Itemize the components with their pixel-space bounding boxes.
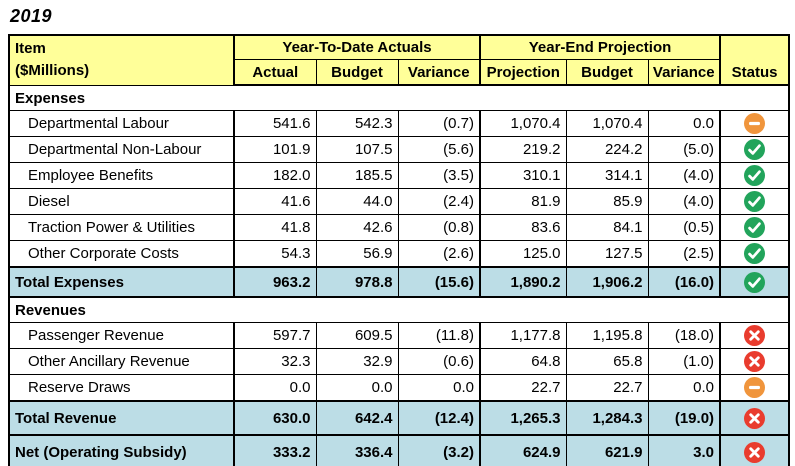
section-label: Revenues: [9, 297, 789, 323]
check-circle-icon: [744, 191, 765, 212]
value-cell: (19.0): [648, 401, 720, 435]
value-cell: 621.9: [566, 435, 648, 466]
value-cell: 42.6: [316, 215, 398, 241]
value-cell: 54.3: [234, 241, 316, 268]
value-cell: 963.2: [234, 267, 316, 297]
row-label: Passenger Revenue: [9, 323, 234, 349]
value-cell: 22.7: [566, 375, 648, 402]
value-cell: 1,177.8: [480, 323, 566, 349]
value-cell: 0.0: [648, 375, 720, 402]
status-cell: [720, 215, 789, 241]
row-label: Departmental Non-Labour: [9, 137, 234, 163]
minus-circle-icon: [744, 113, 765, 134]
value-cell: 0.0: [398, 375, 480, 402]
ytd-budget-column-header: Budget: [316, 60, 398, 86]
budget-variance-table: [8, 34, 790, 466]
x-circle-icon: [744, 442, 765, 463]
row-label: Total Revenue: [9, 401, 234, 435]
value-cell: (4.0): [648, 189, 720, 215]
value-cell: 542.3: [316, 111, 398, 137]
item-header-line1: Item: [15, 40, 46, 58]
value-cell: 44.0: [316, 189, 398, 215]
check-circle-icon: [744, 139, 765, 160]
value-cell: 597.7: [234, 323, 316, 349]
value-cell: 22.7: [480, 375, 566, 402]
value-cell: 83.6: [480, 215, 566, 241]
value-cell: (18.0): [648, 323, 720, 349]
check-circle-icon: [744, 217, 765, 238]
ye-variance-column-header: Variance: [648, 60, 720, 86]
check-circle-icon: [744, 243, 765, 264]
minus-circle-icon: [744, 377, 765, 398]
check-circle-icon: [744, 165, 765, 186]
table-row: [9, 111, 789, 137]
value-cell: 32.3: [234, 349, 316, 375]
row-label: Total Expenses: [9, 267, 234, 297]
page-title: 2019: [10, 6, 53, 26]
section-label: Expenses: [9, 85, 789, 111]
value-cell: 56.9: [316, 241, 398, 268]
row-label: Other Corporate Costs: [9, 241, 234, 268]
status-cell: [720, 241, 789, 268]
value-cell: 41.6: [234, 189, 316, 215]
value-cell: (12.4): [398, 401, 480, 435]
status-cell: [720, 349, 789, 375]
value-cell: 41.8: [234, 215, 316, 241]
value-cell: 541.6: [234, 111, 316, 137]
value-cell: 0.0: [648, 111, 720, 137]
value-cell: 1,070.4: [480, 111, 566, 137]
value-cell: (1.0): [648, 349, 720, 375]
total-row: [9, 401, 789, 435]
ytd-actual-column-header: Actual: [234, 60, 316, 86]
value-cell: 219.2: [480, 137, 566, 163]
value-cell: 1,284.3: [566, 401, 648, 435]
value-cell: 0.0: [234, 375, 316, 402]
value-cell: (16.0): [648, 267, 720, 297]
value-cell: 642.4: [316, 401, 398, 435]
value-cell: 310.1: [480, 163, 566, 189]
value-cell: 125.0: [480, 241, 566, 268]
value-cell: 314.1: [566, 163, 648, 189]
value-cell: (5.0): [648, 137, 720, 163]
row-label: Departmental Labour: [9, 111, 234, 137]
table-row: [9, 241, 789, 268]
table-row: [9, 189, 789, 215]
x-circle-icon: [744, 351, 765, 372]
value-cell: (0.8): [398, 215, 480, 241]
status-column-header: Status: [720, 35, 789, 85]
table-row: [9, 137, 789, 163]
value-cell: 630.0: [234, 401, 316, 435]
header-group-row: [9, 35, 789, 60]
status-cell: [720, 137, 789, 163]
value-cell: (5.6): [398, 137, 480, 163]
value-cell: 333.2: [234, 435, 316, 466]
value-cell: 65.8: [566, 349, 648, 375]
ye-budget-column-header: Budget: [566, 60, 648, 86]
ytd-actuals-group-header: Year-To-Date Actuals: [234, 35, 480, 60]
value-cell: 1,070.4: [566, 111, 648, 137]
row-label: Employee Benefits: [9, 163, 234, 189]
value-cell: 224.2: [566, 137, 648, 163]
total-row: [9, 435, 789, 466]
status-cell: [720, 401, 789, 435]
table-row: [9, 349, 789, 375]
item-column-header: [9, 35, 234, 85]
value-cell: (0.7): [398, 111, 480, 137]
value-cell: (3.2): [398, 435, 480, 466]
ye-projection-column-header: Projection: [480, 60, 566, 86]
value-cell: 1,265.3: [480, 401, 566, 435]
status-cell: [720, 435, 789, 466]
value-cell: 1,195.8: [566, 323, 648, 349]
value-cell: 1,906.2: [566, 267, 648, 297]
value-cell: 609.5: [316, 323, 398, 349]
value-cell: (4.0): [648, 163, 720, 189]
value-cell: 3.0: [648, 435, 720, 466]
value-cell: (15.6): [398, 267, 480, 297]
year-end-projection-group-header: Year-End Projection: [480, 35, 720, 60]
status-cell: [720, 163, 789, 189]
value-cell: 107.5: [316, 137, 398, 163]
value-cell: 624.9: [480, 435, 566, 466]
status-cell: [720, 323, 789, 349]
check-circle-icon: [744, 272, 765, 293]
table-row: [9, 163, 789, 189]
value-cell: 182.0: [234, 163, 316, 189]
value-cell: (0.6): [398, 349, 480, 375]
status-cell: [720, 267, 789, 297]
value-cell: 185.5: [316, 163, 398, 189]
row-label: Diesel: [9, 189, 234, 215]
value-cell: (2.5): [648, 241, 720, 268]
value-cell: 336.4: [316, 435, 398, 466]
table-row: [9, 323, 789, 349]
total-row: [9, 267, 789, 297]
value-cell: 64.8: [480, 349, 566, 375]
row-label: Traction Power & Utilities: [9, 215, 234, 241]
row-label: Reserve Draws: [9, 375, 234, 402]
section-row: [9, 85, 789, 111]
value-cell: 0.0: [316, 375, 398, 402]
value-cell: 1,890.2: [480, 267, 566, 297]
table-header: [9, 35, 789, 85]
table-row: [9, 375, 789, 402]
value-cell: 84.1: [566, 215, 648, 241]
value-cell: (2.6): [398, 241, 480, 268]
value-cell: (11.8): [398, 323, 480, 349]
status-cell: [720, 111, 789, 137]
value-cell: (2.4): [398, 189, 480, 215]
value-cell: 85.9: [566, 189, 648, 215]
x-circle-icon: [744, 408, 765, 429]
ytd-variance-column-header: Variance: [398, 60, 480, 86]
row-label: Other Ancillary Revenue: [9, 349, 234, 375]
value-cell: (0.5): [648, 215, 720, 241]
value-cell: (3.5): [398, 163, 480, 189]
table-body: [9, 85, 789, 466]
row-label: Net (Operating Subsidy): [9, 435, 234, 466]
status-cell: [720, 375, 789, 402]
section-row: [9, 297, 789, 323]
status-cell: [720, 189, 789, 215]
value-cell: 978.8: [316, 267, 398, 297]
value-cell: 32.9: [316, 349, 398, 375]
value-cell: 127.5: [566, 241, 648, 268]
value-cell: 101.9: [234, 137, 316, 163]
value-cell: 81.9: [480, 189, 566, 215]
table-row: [9, 215, 789, 241]
item-header-line2: ($Millions): [15, 62, 90, 80]
x-circle-icon: [744, 325, 765, 346]
